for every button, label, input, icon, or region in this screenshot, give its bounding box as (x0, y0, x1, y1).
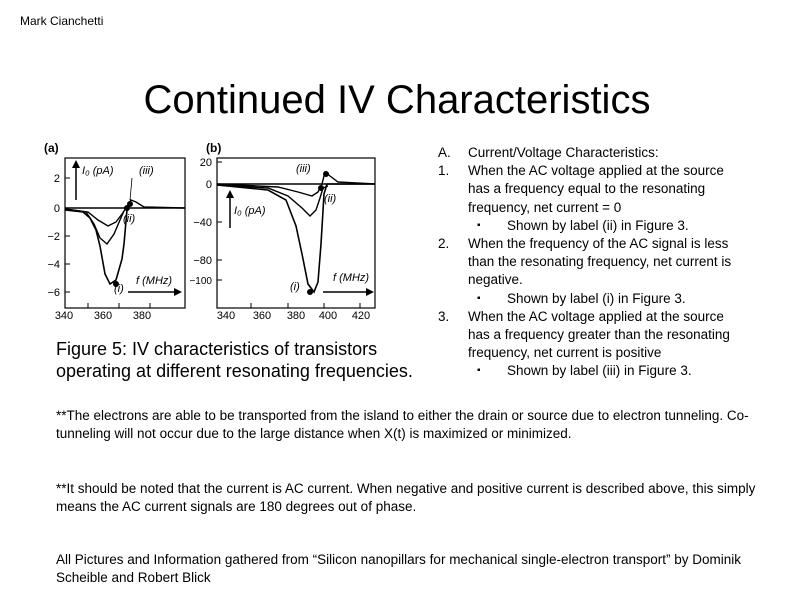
panel-a-ytick: −4 (47, 259, 60, 271)
panel-a-xtick: 360 (93, 310, 113, 322)
panel-a-curve-i (65, 210, 127, 284)
panel-b-label-ii: (ii) (324, 193, 337, 205)
panel-b (189, 141, 375, 322)
list-item-text: When the AC voltage applied at the source has a frequency greater than the resonating frequency, net current is positive (468, 308, 730, 361)
iv-characteristics-list (438, 144, 738, 381)
panel-b-xlabel: f (MHz) (333, 272, 370, 284)
panel-a-ytick: 0 (53, 203, 60, 215)
panel-b-xtick: 380 (286, 310, 306, 322)
ac-current-note: **It should be noted that the current is AC current. When negative and positive current is described above, this simply means the AC current signals are 180 degrees out of phase. (56, 481, 756, 514)
panel-b-xtick: 420 (351, 310, 371, 322)
panel-b-ytick: −100 (189, 276, 212, 287)
panel-b-ytick: −80 (193, 255, 212, 267)
panel-a-tag: (a) (44, 141, 59, 155)
list-item-text: When the AC voltage applied at the source has a frequency equal to the resonating frequency, net current = 0 (468, 163, 724, 215)
slide-title: Continued IV Characteristics (143, 78, 651, 122)
source-citation: All Pictures and Information gathered from “Silicon nanopillars for mechanical single-electron transport” by Dominik Scheible and Robert Blick (56, 552, 742, 585)
panel-a-xtick: 340 (54, 310, 74, 322)
list-item (438, 235, 738, 290)
panel-b-ytick: 20 (199, 157, 212, 169)
list-item-text: When the frequency of the AC signal is less than the resonating frequency, net current is negative. (468, 236, 732, 288)
panel-b-xtick: 340 (216, 310, 236, 322)
panel-b-ytick: 0 (205, 179, 212, 191)
list-heading-text: Current/Voltage Characteristics: (468, 145, 659, 160)
list-sub-item-text: Shown by label (ii) in Figure 3. (507, 217, 689, 233)
panel-a-xlabel: f (MHz) (136, 275, 173, 287)
panel-a-label-ii: (ii) (123, 213, 136, 225)
panel-a-ytick: −2 (47, 231, 60, 243)
panel-b-label-i: (i) (290, 281, 300, 293)
list-sub-item (438, 290, 738, 308)
list-sub-item (438, 217, 738, 235)
panel-b-xtick: 400 (318, 310, 338, 322)
panel-a-label-i: (i) (114, 283, 124, 295)
panel-b-label-iii: (iii) (296, 163, 311, 175)
list-item-marker: 3. (438, 308, 450, 324)
panel-b-ylabel: I₀ (pA) (234, 205, 266, 217)
list-sub-item-text: Shown by label (iii) in Figure 3. (507, 363, 692, 379)
list-sub-item-text: Shown by label (i) in Figure 3. (507, 290, 686, 306)
list-sub-item (438, 362, 738, 380)
author-name: Mark Cianchetti (20, 14, 104, 28)
panel-b-xtick: 360 (252, 310, 272, 322)
panel-b-tag: (b) (206, 141, 222, 155)
panel-a (44, 141, 185, 322)
panel-a-label-iii: (iii) (139, 165, 154, 177)
tunneling-note: **The electrons are able to be transported from the island to either the drain or source due to electron tunneling. Co-tunneling will not occur due to the large distance when X(t) is maximized or minimized. (56, 408, 749, 441)
list-item (438, 162, 738, 217)
panel-a-ytick: −6 (47, 287, 60, 299)
figure-caption: Figure 5: IV characteristics of transistors operating at different resonating frequencies. (56, 339, 413, 381)
list-item (438, 308, 738, 363)
panel-a-ytick: 2 (53, 173, 60, 185)
list-heading-marker: A. (438, 145, 451, 160)
list-item-marker: 1. (438, 163, 450, 179)
iv-characteristics-figure (28, 134, 438, 324)
list-item-marker: 2. (438, 236, 450, 252)
panel-a-xtick: 380 (132, 310, 152, 322)
bullet-icon: ▪ (477, 365, 481, 377)
panel-b-ytick: −40 (193, 217, 212, 229)
panel-a-ylabel: I₀ (pA) (82, 165, 114, 177)
list-heading (438, 144, 738, 162)
panel-a-curve-ii (65, 209, 124, 244)
bullet-icon: ▪ (477, 292, 481, 304)
bullet-icon: ▪ (477, 219, 481, 231)
